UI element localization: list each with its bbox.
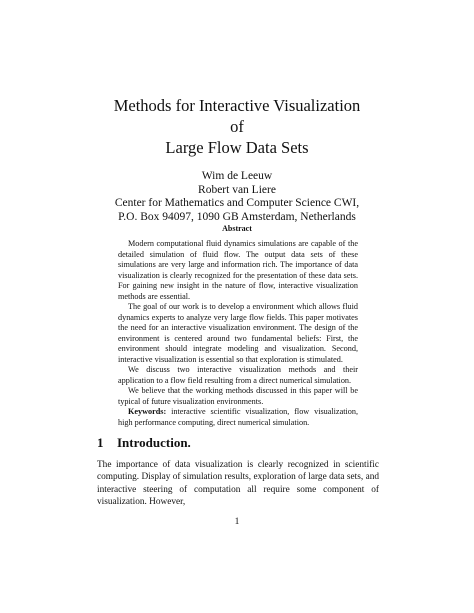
page-number: 1: [234, 517, 240, 527]
paper-title: [0, 95, 474, 158]
author-address: P.O. Box 94097, 1090 GB Amsterdam, Netherlands: [118, 210, 356, 223]
section-title: Introduction.: [117, 435, 191, 450]
abstract-keywords: [118, 407, 358, 428]
body-text: [97, 459, 379, 508]
section-heading: [97, 435, 191, 451]
abstract-body: [118, 239, 358, 428]
abstract-paragraph-3: We discuss two interactive visualization methods and their application to a flow field resulting from a direct numerical simulation.: [118, 365, 358, 385]
title-line-1: Methods for Interactive Visualization: [113, 96, 361, 115]
author-name-1: Wim de Leeuw: [201, 170, 273, 182]
title-line-2: of: [230, 117, 244, 136]
body-paragraph-1: The importance of data visualization is clearly recognized in scientific computing. Display of simulation results, exploration of large data sets, and interactive steering of computation all require some component of visualization. However,: [97, 460, 379, 507]
keywords-label: Keywords:: [128, 407, 167, 416]
author-block: [0, 170, 474, 224]
author-name-2: Robert van Liere: [198, 183, 276, 196]
abstract-paragraph-2: The goal of our work is to develop a environment which allows fluid dynamics experts to analyze very large flow fields. This paper motivates the need for an interactive visualization environment. The design of the environment is centered around two fundamental beliefs: First, the environment should integrate modeling and visualization. Second, interactive visualization is essential so that exploration is stimulated.: [118, 302, 358, 364]
author-affiliation: Center for Mathematics and Computer Science CWI,: [114, 197, 360, 209]
title-line-3: Large Flow Data Sets: [165, 138, 309, 157]
abstract-paragraph-4: We believe that the working methods discussed in this paper will be typical of future visualization environments.: [118, 386, 358, 406]
abstract-heading: Abstract: [222, 224, 252, 233]
keywords-text: interactive scientific visualization, flow visualization, high performance computing, direct numerical simulation.: [118, 407, 358, 427]
section-number: 1: [97, 435, 104, 450]
abstract-paragraph-1: Modern computational fluid dynamics simulations are capable of the detailed simulation of fluid flow. The output data sets of these simulations are very large and information rich. The importance of data visualization is clearly recognized for the presentation of these data sets. For gaining new insight in the nature of flow, interactive visualization methods are essential.: [118, 239, 358, 301]
